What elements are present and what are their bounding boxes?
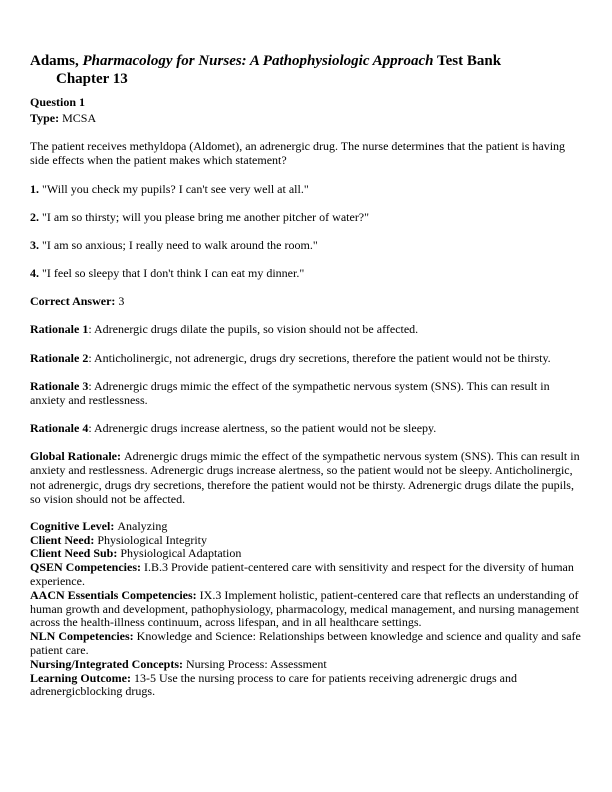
meta-value: IX.3 Implement holistic, patient-centered care that reflects an understanding of human growth and development, pathophysiology, pharmacology, medical management, and nursing management across the health-illness continuum, across lifespan, and in all healthcare settings.: [30, 587, 579, 630]
answer-option-2: [30, 210, 582, 224]
option-number: 2.: [30, 209, 39, 224]
title-author: Adams,: [30, 53, 83, 69]
meta-label: Client Need:: [30, 532, 98, 547]
document-title: [30, 52, 520, 88]
answer-option-1: [30, 182, 582, 196]
meta-label: AACN Essentials Competencies:: [30, 587, 200, 602]
meta-label: Learning Outcome:: [30, 670, 134, 685]
correct-answer-label: Correct Answer:: [30, 294, 119, 309]
meta-cognitive-level: [30, 520, 582, 534]
meta-value: Analyzing: [117, 518, 168, 533]
meta-qsen-competencies: [30, 561, 582, 589]
rationale-4: [30, 421, 582, 435]
rationale-label: Rationale 1: [30, 322, 89, 337]
rationale-text: : Adrenergic drugs dilate the pupils, so vision should not be affected.: [88, 322, 419, 337]
question-stem: The patient receives methyldopa (Aldomet), an adrenergic drug. The nurse determines that the patient is having side effects when the patient makes which statement?: [30, 139, 566, 168]
rationale-text: : Adrenergic drugs increase alertness, so the patient would not be sleepy.: [88, 421, 437, 436]
title-suffix: Test Bank Chapter 13: [56, 53, 502, 87]
option-number: 3.: [30, 237, 39, 252]
meta-aacn-competencies: [30, 589, 582, 630]
meta-label: Nursing/Integrated Concepts:: [30, 656, 186, 671]
metadata-section: [30, 520, 582, 699]
rationale-label: Rationale 4: [30, 421, 89, 436]
correct-answer: [30, 294, 582, 308]
meta-label: Client Need Sub:: [30, 546, 121, 561]
title-book-name: Pharmacology for Nurses: A Pathophysiologic Approach: [82, 53, 434, 69]
meta-nln-competencies: [30, 630, 582, 658]
global-rationale-text: Adrenergic drugs mimic the effect of the sympathetic nervous system (SNS). This can result in anxiety and restlessness. Adrenergic drugs increase alertness, so the patient would not be sleepy. Anticholinergic, not adrenergic, drugs dry secretions, therefore the patient would not be thirsty. Adrenergic drugs dilate the pupils, so vision should not be affected.: [30, 449, 580, 506]
option-number: 1.: [30, 181, 39, 196]
meta-client-need-sub: [30, 547, 582, 561]
meta-value: 13-5 Use the nursing process to care for patients receiving adrenergic drugs and adrenergicblocking drugs.: [30, 670, 517, 699]
option-text: "I feel so sleepy that I don't think I can eat my dinner.": [39, 266, 305, 281]
rationale-label: Rationale 3: [30, 378, 89, 393]
rationale-3: [30, 379, 582, 407]
meta-label: QSEN Competencies:: [30, 560, 144, 575]
rationale-1: [30, 322, 582, 336]
answer-option-4: [30, 266, 582, 280]
question-number-text: Question 1: [30, 95, 86, 109]
meta-label: NLN Competencies:: [30, 629, 137, 644]
rationale-2: [30, 351, 582, 365]
question-type-value: MCSA: [62, 111, 97, 126]
rationale-text: : Adrenergic drugs mimic the effect of the sympathetic nervous system (SNS). This can result in anxiety and restlessness.: [30, 378, 550, 407]
answer-option-3: [30, 238, 582, 252]
rationale-text: : Anticholinergic, not adrenergic, drugs dry secretions, therefore the patient would not be thirsty.: [88, 350, 551, 365]
option-number: 4.: [30, 266, 39, 281]
question-type-label: Type:: [30, 111, 63, 126]
meta-value: Physiological Adaptation: [120, 546, 242, 561]
meta-value: Knowledge and Science: Relationships between knowledge and science and quality and safe patient care.: [30, 629, 581, 657]
option-text: "I am so thirsty; will you please bring me another pitcher of water?": [39, 209, 370, 224]
meta-value: Nursing Process: Assessment: [186, 656, 327, 671]
rationale-label: Rationale 2: [30, 350, 89, 365]
option-text: "I am so anxious; I really need to walk around the room.": [39, 237, 318, 252]
question-type: [30, 111, 582, 125]
meta-nursing-integrated-concepts: [30, 658, 582, 672]
meta-value: Physiological Integrity: [97, 532, 207, 547]
correct-answer-value: 3: [118, 294, 125, 309]
meta-label: Cognitive Level:: [30, 518, 118, 533]
meta-client-need: [30, 534, 582, 548]
question-number: [30, 95, 582, 109]
global-rationale-label: Global Rationale:: [30, 449, 125, 464]
meta-learning-outcome: [30, 672, 582, 700]
meta-value: I.B.3 Provide patient-centered care with sensitivity and respect for the diversity of human experience.: [30, 560, 574, 588]
global-rationale: [30, 449, 582, 506]
option-text: "Will you check my pupils? I can't see very well at all.": [39, 181, 309, 196]
